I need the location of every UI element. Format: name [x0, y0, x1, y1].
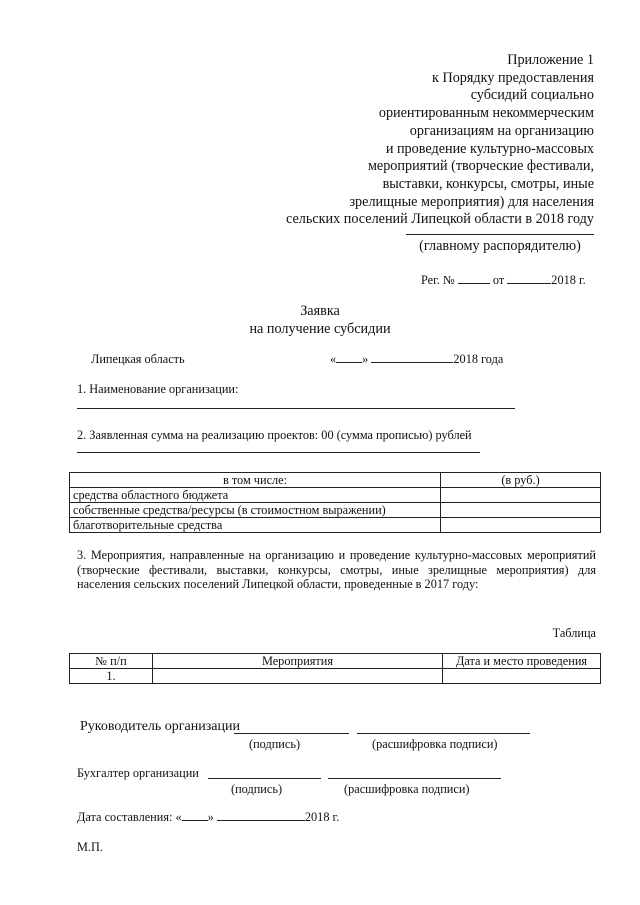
- stamp-label: М.П.: [77, 840, 103, 854]
- table-cell-input[interactable]: [441, 503, 601, 518]
- accountant-decode-field[interactable]: [328, 778, 501, 779]
- table-header-row: [70, 473, 601, 488]
- table-cell-input[interactable]: [441, 518, 601, 533]
- appendix-line: и проведение культурно-массовых: [385, 140, 594, 157]
- appendix-line: к Порядку предоставления: [432, 69, 594, 86]
- registration-line: [421, 273, 586, 288]
- head-sign-caption: (подпись): [249, 737, 301, 751]
- table-header-cell: в том числе:: [70, 473, 441, 488]
- date-day-field[interactable]: [336, 352, 362, 363]
- table-header-cell: Дата и место проведения: [443, 654, 601, 669]
- accountant-signature-field[interactable]: [208, 778, 321, 779]
- table-cell: 1.: [70, 669, 153, 684]
- appendix-line: субсидий социально: [470, 87, 594, 104]
- reg-prefix: Рег. №: [421, 273, 455, 287]
- date-quote-open: «: [330, 352, 337, 366]
- table-cell-input[interactable]: [441, 488, 601, 503]
- compilation-month-field[interactable]: [217, 810, 305, 821]
- table-cell: собственные средства/ресурсы (в стоимостном выражении): [70, 503, 441, 518]
- table-caption: Таблица: [552, 626, 596, 640]
- head-label: Руководитель организации: [80, 719, 240, 734]
- table-row: [70, 669, 601, 684]
- appendix-line: мероприятий (творческие фестивали,: [367, 158, 594, 175]
- funding-table: [69, 472, 601, 533]
- table-cell-input[interactable]: [443, 669, 601, 684]
- table-header-cell: Мероприятия: [153, 654, 443, 669]
- amount-words-field[interactable]: [77, 452, 480, 453]
- reg-from: от: [492, 273, 505, 287]
- date-month-field[interactable]: [371, 352, 453, 363]
- appendix-line: Приложение 1: [507, 52, 594, 68]
- table-cell: благотворительные средства: [70, 518, 441, 533]
- region-label: Липецкая область: [91, 352, 185, 366]
- recipient-caption: (главному распорядителю): [419, 238, 581, 254]
- head-signature-field[interactable]: [234, 733, 349, 734]
- table-header-cell: № п/п: [70, 654, 153, 669]
- table-header-row: [70, 654, 601, 669]
- events-table: [69, 653, 601, 684]
- organization-name-field[interactable]: [77, 408, 515, 409]
- appendix-line: зрелищные мероприятия) для населения: [349, 193, 594, 210]
- date-quote-close: »: [362, 352, 369, 366]
- compilation-year: 2018 г.: [304, 810, 340, 824]
- table-header-cell: (в руб.): [441, 473, 601, 488]
- table-row: [70, 518, 601, 533]
- appendix-line: ориентированным некоммерческим: [378, 105, 594, 122]
- head-decode-caption: (расшифровка подписи): [372, 737, 498, 751]
- reg-year: 2018 г.: [551, 273, 586, 287]
- head-decode-field[interactable]: [357, 733, 530, 734]
- table-row: [70, 503, 601, 518]
- appendix-line: выставки, конкурсы, смотры, иные: [382, 175, 594, 192]
- date-year: 2018 года: [453, 352, 504, 366]
- accountant-sign-caption: (подпись): [231, 782, 283, 796]
- appendix-line: сельских поселений Липецкой области в 2018 году: [286, 211, 594, 228]
- reg-date-field[interactable]: [507, 273, 551, 284]
- accountant-decode-caption: (расшифровка подписи): [344, 782, 470, 796]
- section3-text: 3. Мероприятия, направленные на организацию и проведение культурно-массовых мероприятий (творческие фестивали, выставки, конкурсы, смотры, иные зрелищные мероприятия) для населения сельских поселений Липецкой области, проведенные в 2017 году:: [77, 548, 596, 591]
- table-row: [70, 488, 601, 503]
- compilation-date-label: Дата составления: «: [77, 810, 182, 824]
- table-cell-input[interactable]: [153, 669, 443, 684]
- appendix-line: организациям на организацию: [409, 122, 594, 139]
- recipient-line[interactable]: [406, 234, 594, 235]
- accountant-label: Бухгалтер организации: [77, 766, 199, 780]
- table-cell: средства областного бюджета: [70, 488, 441, 503]
- application-date: [330, 352, 503, 367]
- reg-number-field[interactable]: [458, 273, 490, 284]
- compilation-day-field[interactable]: [182, 810, 208, 821]
- appendix-header: [286, 52, 594, 229]
- document-title: [0, 303, 640, 338]
- title-line1: Заявка: [300, 303, 340, 319]
- section2-label: 2. Заявленная сумма на реализацию проектов: 00 (сумма прописью) рублей: [77, 428, 472, 442]
- compilation-date: [77, 810, 339, 825]
- title-line2: на получение субсидии: [249, 320, 391, 337]
- compilation-quote-close: »: [207, 810, 214, 824]
- section1-label: 1. Наименование организации:: [77, 382, 239, 396]
